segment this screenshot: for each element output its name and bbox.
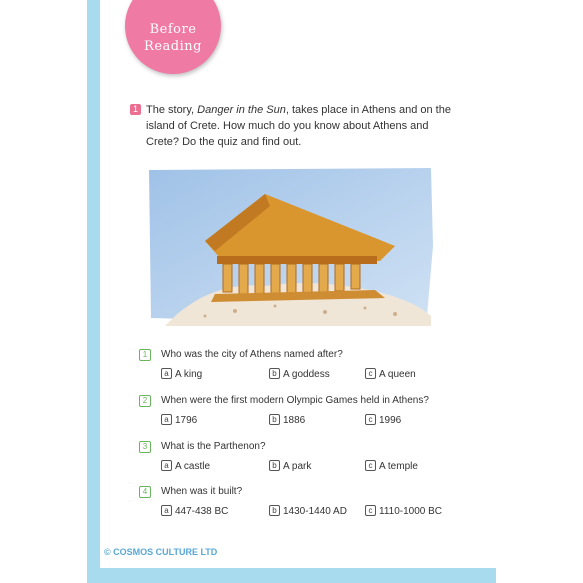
option-text: 1996 xyxy=(379,415,402,426)
option-a[interactable] xyxy=(161,460,210,472)
option-text: 1796 xyxy=(175,415,198,426)
option-text: A castle xyxy=(175,461,211,472)
option-letter: c xyxy=(365,414,376,425)
option-text: A temple xyxy=(379,461,418,472)
question-number: 1 xyxy=(139,349,151,361)
option-letter: a xyxy=(161,460,172,471)
option-text: A park xyxy=(283,461,312,472)
option-text: 447-438 BC xyxy=(175,506,229,517)
option-letter: a xyxy=(161,505,172,516)
option-b[interactable] xyxy=(269,505,347,517)
story-title: Danger in the Sun xyxy=(197,104,286,116)
option-letter: c xyxy=(365,505,376,516)
option-text: 1886 xyxy=(283,415,306,426)
option-b[interactable] xyxy=(269,414,305,426)
question-text: When was it built? xyxy=(161,486,243,497)
option-text: A queen xyxy=(379,369,416,380)
intro-text-before: The story, xyxy=(146,104,198,116)
option-letter: b xyxy=(269,460,280,471)
option-text: A goddess xyxy=(283,369,330,380)
option-c[interactable] xyxy=(365,505,442,517)
option-letter: c xyxy=(365,460,376,471)
option-b[interactable] xyxy=(269,368,330,380)
question-text: Who was the city of Athens named after? xyxy=(161,349,343,360)
question-number: 3 xyxy=(139,441,151,453)
badge-line-1: Before xyxy=(149,22,197,37)
option-letter: a xyxy=(161,414,172,425)
question-number: 2 xyxy=(139,395,151,407)
intro-text xyxy=(130,102,460,150)
option-b[interactable] xyxy=(269,460,311,472)
option-letter: a xyxy=(161,368,172,379)
option-a[interactable] xyxy=(161,505,228,517)
option-text: A king xyxy=(175,369,203,380)
exercise-number: 1 xyxy=(130,104,141,115)
option-a[interactable] xyxy=(161,414,197,426)
option-c[interactable] xyxy=(365,460,418,472)
option-a[interactable] xyxy=(161,368,202,380)
option-letter: b xyxy=(269,368,280,379)
option-text: 1430-1440 AD xyxy=(283,506,347,517)
intro-text-after: , takes place in Athens and on the island of Crete. How much do you know about Athens and Crete? Do the quiz and find out. xyxy=(146,104,451,148)
option-letter: c xyxy=(365,368,376,379)
parthenon-illustration xyxy=(145,166,435,326)
option-c[interactable] xyxy=(365,368,416,380)
badge-line-2: Reading xyxy=(144,39,202,54)
question-number: 4 xyxy=(139,486,151,498)
option-letter: b xyxy=(269,414,280,425)
question-text: When were the first modern Olympic Games held in Athens? xyxy=(161,395,429,406)
option-c[interactable] xyxy=(365,414,401,426)
option-letter: b xyxy=(269,505,280,516)
option-text: 1110-1000 BC xyxy=(379,506,443,517)
question-text: What is the Parthenon? xyxy=(161,441,266,452)
copyright-notice: © COSMOS CULTURE LTD xyxy=(104,547,218,557)
